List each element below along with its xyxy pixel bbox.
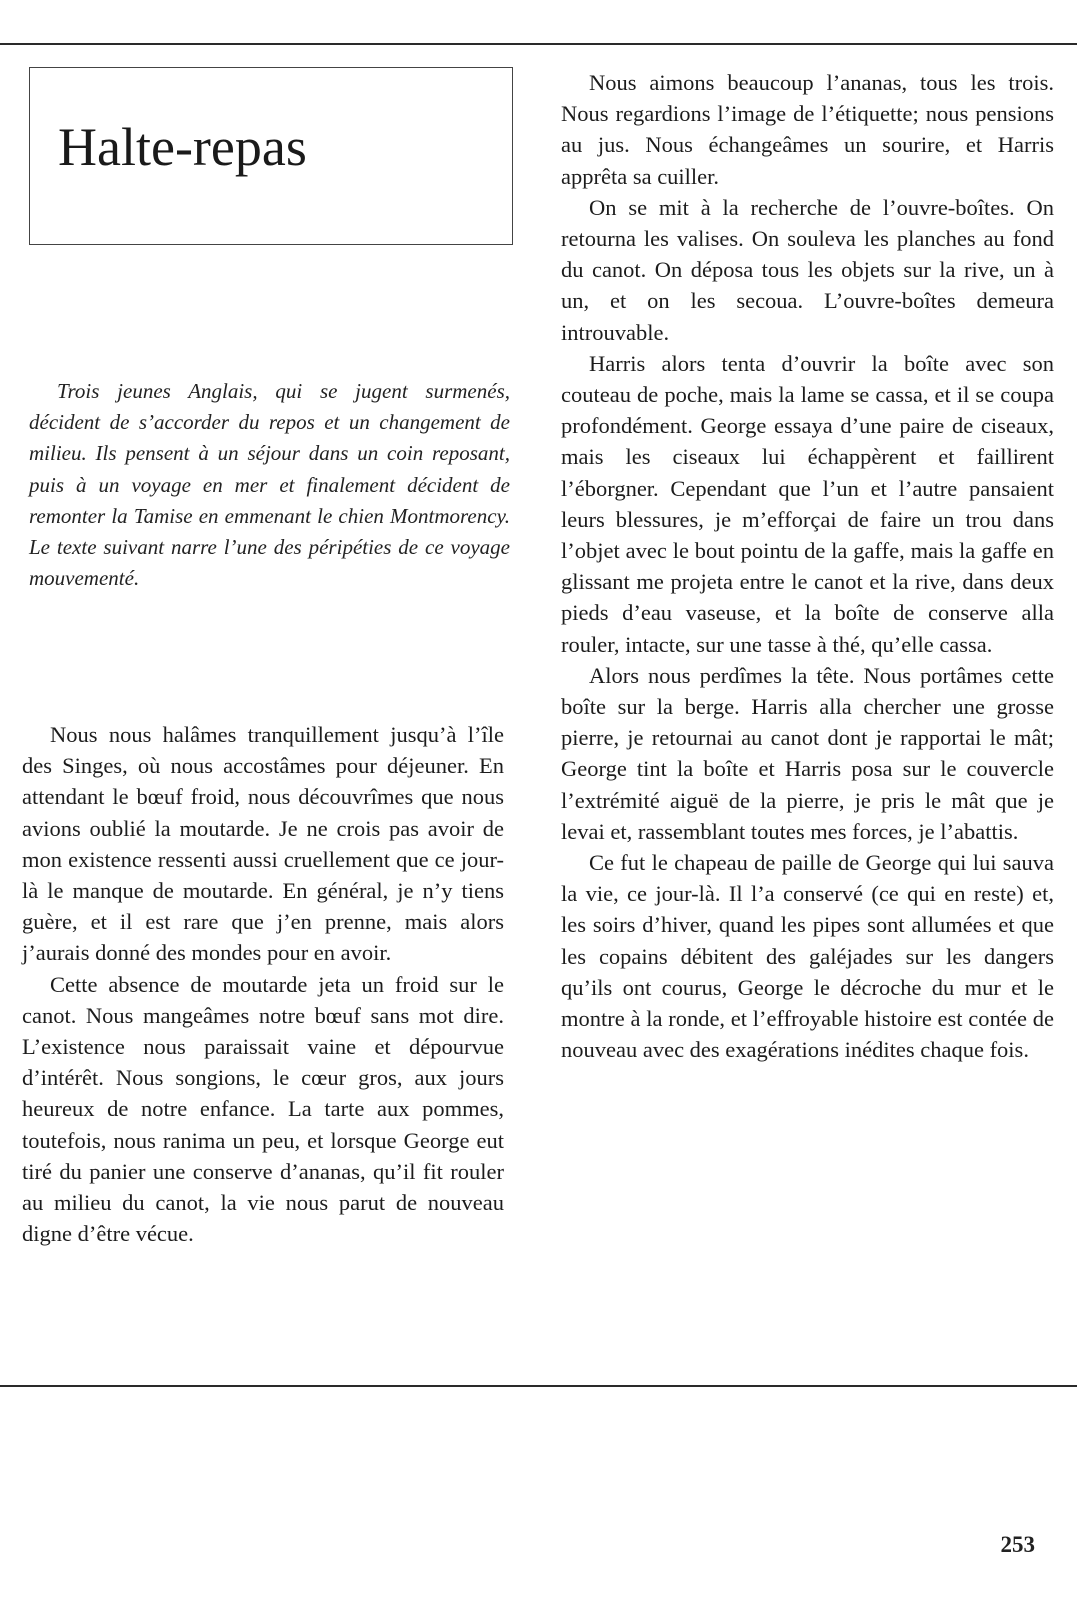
page-title: Halte-repas bbox=[58, 117, 307, 177]
intro-paragraph: Trois jeunes Anglais, qui se jugent surmenés, décident de s’accorder du repos et un changement de milieu. Ils pensent à un séjour dans un coin reposant, puis à un voyage en mer et finalement décident de remonter la Tamise en emmenant le chien Montmorency. Le texte suivant narre l’une des péripéties de ce voyage mouvementé. bbox=[29, 379, 510, 591]
top-rule bbox=[0, 43, 1077, 45]
paragraph: Nous aimons beaucoup l’ananas, tous les trois. Nous regardions l’image de l’étiquette; nous pensions au jus. Nous échangeâmes un sourire, et Harris apprêta sa cuiller. bbox=[561, 70, 1054, 189]
paragraph: Alors nous perdîmes la tête. Nous portâmes cette boîte sur la berge. Harris alla chercher une grosse pierre, je retournai au canot dont je rapportai le mât; George tint la boîte et Harris posa sur le couvercle l’extrémité aiguë de la pierre, je pris le mât que je levai et, rassemblant toutes mes forces, je l’abattis. bbox=[561, 662, 1054, 844]
right-column bbox=[561, 67, 1054, 1066]
paragraph: Ce fut le chapeau de paille de George qui lui sauva la vie, ce jour-là. Il l’a conservé (ce qui en reste) et, les soirs d’hiver, quand les pipes sont allumées et que les copains débitent des galéjades sur les dangers qu’ils ont courus, George le décroche du mur et le montre à la ronde, et l’effroyable histoire est contée de nouveau avec des exagérations inédites chaque fois. bbox=[561, 850, 1054, 1063]
paragraph: Harris alors tenta d’ouvrir la boîte avec son couteau de poche, mais la lame se cassa, et il se coupa profondément. George essaya d’une paire de ciseaux, mais les ciseaux lui échappèrent et faillirent l’éborgner. Cependant que l’un et l’autre pansaient leurs blessures, je m’efforçai de faire un trou dans l’objet avec le bout pointu de la gaffe, mais la gaffe en glissant me projeta entre le canot et la rive, dans deux pieds d’eau vaseuse, et la boîte de conserve alla rouler, intacte, sur une tasse à thé, qu’elle cassa. bbox=[561, 350, 1054, 657]
bottom-rule bbox=[0, 1385, 1077, 1387]
left-column bbox=[22, 719, 504, 1249]
page-number: 253 bbox=[1000, 1532, 1035, 1557]
paragraph: Nous nous halâmes tranquillement jusqu’à l’île des Singes, où nous accostâmes pour déjeuner. En attendant le bœuf froid, nous découvrîmes que nous avions oublié la moutarde. Je ne crois pas avoir de mon existence ressenti aussi cruellement que ce jour-là le manque de moutarde. En général, je n’y tiens guère, et il est rare que j’en prenne, mais alors j’aurais donné des mondes pour en avoir. bbox=[22, 722, 504, 966]
paragraph: On se mit à la recherche de l’ouvre-boîtes. On retourna les valises. On souleva les planches au fond du canot. On déposa tous les objets sur la rive, un à un, et on les secoua. L’ouvre-boîtes demeura introuvable. bbox=[561, 194, 1054, 345]
paragraph: Cette absence de moutarde jeta un froid sur le canot. Nous mangeâmes notre bœuf sans mot dire. L’existence nous paraissait vaine et dépourvue d’intérêt. Nous songions, le cœur gros, aux jours heureux de notre enfance. La tarte aux pommes, toutefois, nous ranima un peu, et lorsque George eut tiré du panier une conserve d’ananas, qu’il fit rouler au milieu du canot, la vie nous parut de nouveau digne d’être vécue. bbox=[22, 971, 504, 1247]
intro-summary bbox=[29, 376, 510, 594]
title-box bbox=[29, 67, 513, 245]
